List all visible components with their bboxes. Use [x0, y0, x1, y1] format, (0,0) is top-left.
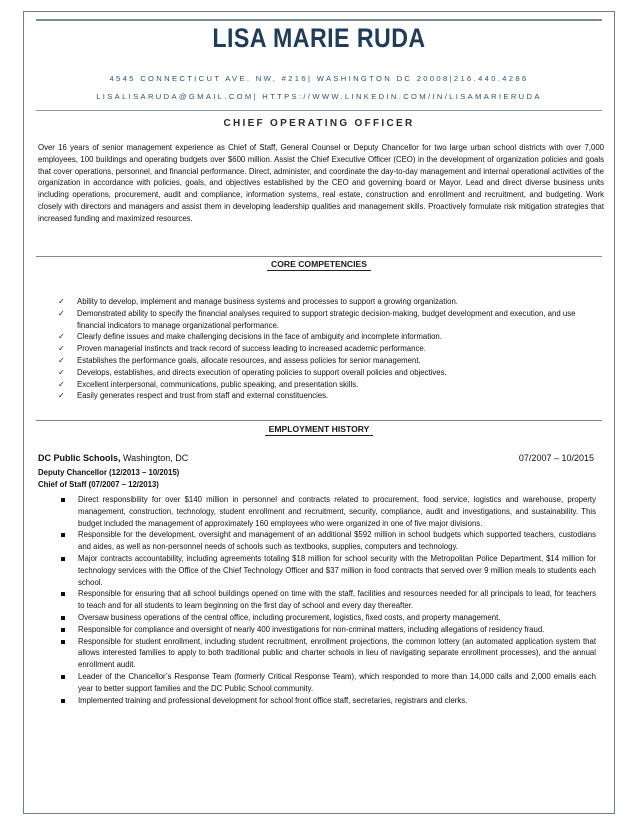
- check-icon: ✓: [58, 308, 65, 318]
- list-item: ✓ Excellent interpersonal, communications, public speaking, and presentation skills.: [58, 379, 359, 389]
- job-title-deputy-chancellor: Deputy Chancellor (12/2013 – 10/2015): [38, 468, 180, 477]
- core-competencies-heading-text: CORE COMPETENCIES: [267, 259, 371, 271]
- list-item: Direct responsibility for over $140 million in personnel and contracts related to procurement, food service, logistics and warehouse, property management, construction, technology, student enrollment and recruitment, security, compliance, audit and investigations, and sustainability. This budget included the management of approximately 160 employees who were organized in one of five major divisions.: [60, 494, 596, 529]
- employer-location: Washington, DC: [120, 453, 189, 463]
- job-title-chief-of-staff: Chief of Staff (07/2007 – 12/2013): [38, 480, 159, 489]
- square-bullet-icon: [61, 640, 65, 644]
- header-bottom-rule: [36, 110, 602, 111]
- square-bullet-icon: [61, 628, 65, 632]
- list-item: ✓ Ability to develop, implement and manage business systems and processes to support a growing organization.: [58, 297, 458, 306]
- competencies-list: [58, 296, 603, 402]
- contact-address-phone: 4545 CONNECTICUT AVE. NW, #216| WASHINGTON DC 20008|216.440.4286: [109, 74, 529, 83]
- square-bullet-icon: [61, 616, 65, 620]
- section-rule-employment: [36, 420, 602, 421]
- list-item: ✓ Demonstrated ability to specify the financial analyses required to support strategic decision-making, budget development and execution, and use financial indicators to manage organizational performance.: [58, 308, 576, 330]
- list-item: ✓ Develops, establishes, and directs execution of operating policies to support overall policies and objectives.: [58, 367, 447, 377]
- list-item: Leader of the Chancellor’s Response Team (formerly Critical Response Team), which responded to more than 14,000 calls and 2,000 emails each year to better support families and the DC Public School community.: [60, 671, 596, 695]
- section-rule-competencies: [36, 256, 602, 257]
- list-item: Responsible for compliance and oversight of nearly 400 investigations for non-criminal matters, including allegations of residency fraud.: [60, 624, 596, 636]
- list-item: ✓ Clearly define issues and make challenging decisions in the face of ambiguity and incomplete information.: [58, 332, 442, 342]
- header-top-rule: [36, 19, 602, 21]
- job-header: [38, 453, 594, 463]
- list-item: Oversaw business operations of the central office, including procurement, logistics, fixed costs, and property management.: [60, 612, 596, 624]
- square-bullet-icon: [61, 592, 65, 596]
- check-icon: ✓: [58, 379, 65, 389]
- candidate-name: LISA MARIE RUDA: [212, 23, 426, 53]
- square-bullet-icon: [61, 498, 65, 502]
- professional-summary: Over 16 years of senior management experience as Chief of Staff, General Counsel or Deputy Chancellor for two large urban school districts with over 7,000 employees, 100 buildings and operating budgets over $600 million. Assist the Chief Executive Officer (CEO) in the development of organization policies and goals that cover operations, personnel, and financial performance. Direct, administer, and coordinate the day-to-day management and internal operational activities of the organization in accordance with policies, goals, and objectives established by the CEO and governing board or Mayor. Lead and direct diverse business units including operations, procurement, audit and compliance, information systems, real estate, construction and enrollment and recruitment, and budgeting. Work closely with directors and managers and assist them in developing leadership qualities and management skills. Proactively formulate risk mitigation strategies that increased funding and maximized resources.: [38, 143, 604, 223]
- list-item: Responsible for the development, oversight and management of an additional $592 million in school budgets which supported teachers, custodians and aides, as well as non-personnel needs of schools such as textbooks, supplies, computers and technology.: [60, 529, 596, 553]
- check-icon: ✓: [58, 344, 65, 354]
- list-item: Major contracts accountability, including agreements totaling $18 million for school security with the Metropolitan Police Department, $14 million for technology services with the Office of the Chief Technology Officer and $37 million in food contracts that served over 9 million meals to students each school.: [60, 553, 596, 588]
- square-bullet-icon: [61, 557, 65, 561]
- check-icon: ✓: [58, 332, 65, 342]
- employment-history-heading: [0, 424, 638, 436]
- employment-dates: 07/2007 – 10/2015: [518, 453, 594, 463]
- check-icon: ✓: [58, 391, 65, 401]
- check-icon: ✓: [58, 297, 65, 306]
- square-bullet-icon: [61, 533, 65, 537]
- square-bullet-icon: [61, 699, 65, 703]
- core-competencies-heading: [0, 259, 638, 271]
- list-item: ✓ Easily generates respect and trust from staff and external constituencies.: [58, 391, 329, 401]
- list-item: Responsible for ensuring that all school buildings opened on time with the staff, facilities and resources needed for all principals to lead, for teachers to teach and for all students to learn beginning on the first day of school and every day thereafter.: [60, 588, 596, 612]
- role-title: CHIEF OPERATING OFFICER: [223, 118, 415, 129]
- check-icon: ✓: [58, 367, 65, 377]
- list-item: ✓ Proven managerial instincts and track record of success leading to increased academic performance.: [58, 344, 426, 354]
- list-item: Responsible for student enrollment, including student recruitment, enrollment projections, the common lottery (an automated application system that allows interested families to apply to both traditional public and charter schools in lieu of navigating separate enrollment processes), and the annual enrollment audit.: [60, 636, 596, 671]
- square-bullet-icon: [61, 675, 65, 679]
- employer-name: DC Public Schools,: [38, 453, 121, 463]
- employment-history-heading-text: EMPLOYMENT HISTORY: [265, 424, 374, 436]
- contact-email-linkedin: LISALISARUDA@GMAIL.COM| HTTPS://WWW.LINKEDIN.COM/IN/LISAMARIERUDA: [96, 92, 542, 101]
- job-responsibilities-list: [60, 494, 596, 706]
- list-item: ✓ Establishes the performance goals, allocate resources, and assess policies for senior management.: [58, 355, 421, 365]
- list-item: Implemented training and professional development for school front office staff, secretaries, registrars and clerks.: [60, 695, 596, 707]
- check-icon: ✓: [58, 355, 65, 365]
